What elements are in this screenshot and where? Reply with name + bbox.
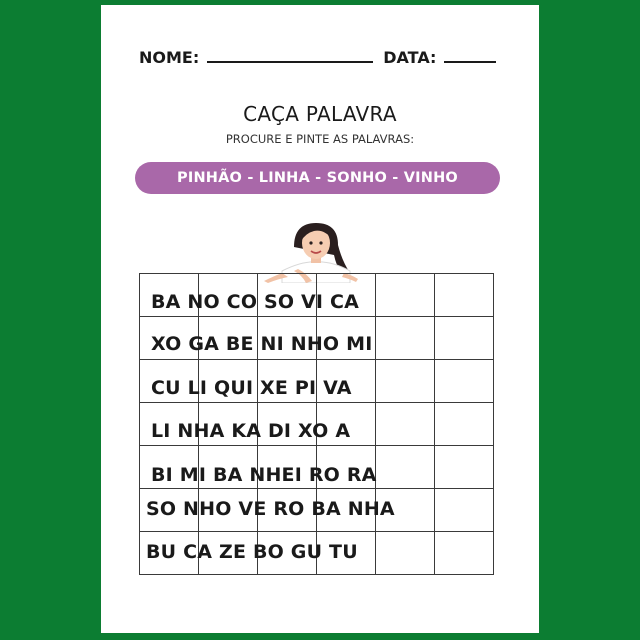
grid-cell[interactable] bbox=[376, 532, 435, 575]
grid-cell[interactable] bbox=[140, 489, 199, 532]
grid-cell[interactable] bbox=[199, 403, 258, 446]
grid-cell[interactable] bbox=[317, 446, 376, 489]
grid-cell[interactable] bbox=[435, 403, 494, 446]
grid-cell[interactable] bbox=[376, 446, 435, 489]
word-list-pill bbox=[135, 162, 500, 194]
grid-row bbox=[140, 446, 494, 489]
page-title: CAÇA PALAVRA bbox=[243, 102, 397, 126]
page-subtitle: PROCURE E PINTE AS PALAVRAS: bbox=[225, 132, 415, 146]
grid-cell[interactable] bbox=[376, 360, 435, 403]
grid-row-text: BU CA ZE BO GU TU bbox=[146, 541, 358, 563]
grid-cell[interactable] bbox=[258, 317, 317, 360]
grid-cell[interactable] bbox=[317, 317, 376, 360]
grid-cell[interactable] bbox=[258, 403, 317, 446]
grid-row bbox=[140, 532, 494, 575]
grid-cell[interactable] bbox=[140, 532, 199, 575]
grid-row-text: XO GA BE NI NHO MI bbox=[151, 333, 373, 355]
name-blank-line bbox=[207, 47, 373, 63]
grid-cell[interactable] bbox=[140, 446, 199, 489]
grid-row-text: SO NHO VE RO BA NHA bbox=[146, 498, 395, 520]
grid-cell[interactable] bbox=[435, 317, 494, 360]
grid-row bbox=[140, 403, 494, 446]
grid-cell[interactable] bbox=[376, 317, 435, 360]
grid-row bbox=[140, 317, 494, 360]
grid-cell[interactable] bbox=[199, 489, 258, 532]
grid-cell[interactable] bbox=[435, 532, 494, 575]
grid-row-text: LI NHA KA DI XO A bbox=[151, 420, 351, 442]
grid-cell[interactable] bbox=[140, 403, 199, 446]
grid-cell[interactable] bbox=[435, 360, 494, 403]
word-search-grid bbox=[139, 273, 494, 575]
grid-cell[interactable] bbox=[376, 489, 435, 532]
grid-cell[interactable] bbox=[317, 274, 376, 317]
word-list-text: PINHÃO - LINHA - SONHO - VINHO bbox=[177, 170, 458, 186]
grid-cell[interactable] bbox=[199, 274, 258, 317]
date-label: DATA: bbox=[383, 48, 437, 67]
date-blank-line bbox=[444, 47, 496, 63]
grid-cell[interactable] bbox=[435, 446, 494, 489]
grid-cell[interactable] bbox=[317, 360, 376, 403]
grid-cell[interactable] bbox=[317, 489, 376, 532]
grid-row-text: CU LI QUI XE PI VA bbox=[151, 377, 352, 399]
grid-cell[interactable] bbox=[258, 446, 317, 489]
grid-cell[interactable] bbox=[376, 403, 435, 446]
grid-cell[interactable] bbox=[140, 274, 199, 317]
grid-cell[interactable] bbox=[258, 274, 317, 317]
grid-cell[interactable] bbox=[258, 360, 317, 403]
grid-cell[interactable] bbox=[317, 532, 376, 575]
grid-row bbox=[140, 360, 494, 403]
grid-cell[interactable] bbox=[317, 403, 376, 446]
grid-cell[interactable] bbox=[199, 532, 258, 575]
grid-cell[interactable] bbox=[199, 446, 258, 489]
grid-cell[interactable] bbox=[376, 274, 435, 317]
grid-cell[interactable] bbox=[199, 317, 258, 360]
grid-row bbox=[140, 274, 494, 317]
grid-row-text: BI MI BA NHEI RO RA bbox=[151, 464, 377, 486]
grid-cell[interactable] bbox=[435, 274, 494, 317]
grid-row bbox=[140, 489, 494, 532]
grid-cell[interactable] bbox=[140, 360, 199, 403]
grid-row-text: BA NO CO SO VI CA bbox=[151, 291, 360, 313]
name-label: NOME: bbox=[139, 48, 200, 67]
grid-cell[interactable] bbox=[258, 489, 317, 532]
grid-cell[interactable] bbox=[199, 360, 258, 403]
grid-cell[interactable] bbox=[258, 532, 317, 575]
worksheet-page bbox=[101, 5, 539, 633]
header-line bbox=[139, 47, 509, 67]
grid-cell[interactable] bbox=[435, 489, 494, 532]
grid-cell[interactable] bbox=[140, 317, 199, 360]
